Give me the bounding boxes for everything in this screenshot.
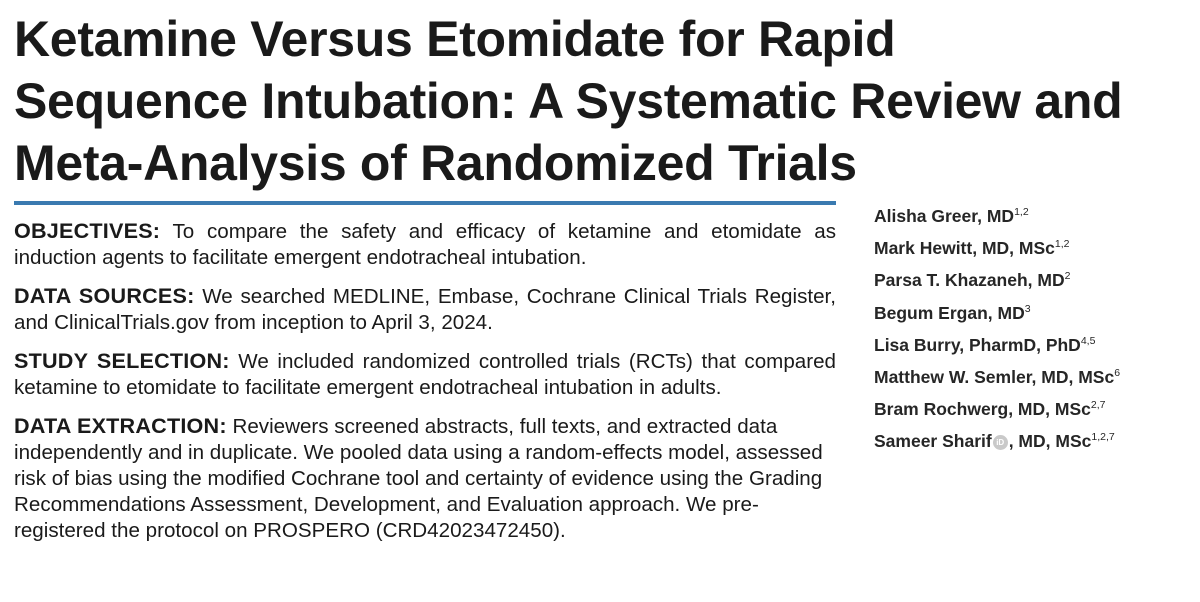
author-entry	[874, 425, 1194, 457]
abstract-objectives	[14, 218, 836, 271]
abstract	[14, 218, 836, 556]
author-entry	[874, 393, 1194, 425]
abstract-study-selection	[14, 348, 836, 401]
author-affiliation: 2,7	[1090, 399, 1106, 412]
author-entry	[874, 232, 1194, 264]
author-entry	[874, 297, 1194, 329]
objectives-text: To compare the safety and efficacy of ketamine and etomidate as induction agents to facilitate emergent endotracheal intubation.	[14, 220, 836, 269]
data-sources-label: DATA SOURCES:	[14, 283, 195, 308]
data-extraction-text: Reviewers screened abstracts, full texts, and extracted data independently and in duplicate. We pooled data using a random-effects model, assessed risk of bias using the modified Cochrane tool and certainty of evidence using the Grading Recommendations Assessment, Development, and Evaluation approach. We pre-registered the protocol on PROSPERO (CRD42023472450).	[14, 415, 823, 542]
author-affiliation: 1,2	[1014, 206, 1029, 218]
author-name: Alisha Greer, MD	[874, 206, 1015, 226]
title-line: Meta-Analysis of Randomized Trials	[14, 135, 857, 191]
objectives-label: OBJECTIVES:	[14, 218, 161, 243]
author-name: Lisa Burry, PharmD, PhD	[874, 334, 1081, 355]
author-list	[874, 200, 1194, 458]
author-name: Mark Hewitt, MD, MSc	[874, 238, 1055, 259]
data-extraction-label: DATA EXTRACTION:	[14, 413, 227, 438]
author-name-suffix: , MD, MSc	[1008, 431, 1092, 452]
author-affiliation: 4,5	[1080, 334, 1096, 347]
orcid-icon[interactable]: iD	[993, 435, 1008, 450]
author-name: Matthew W. Semler, MD, MSc	[874, 366, 1115, 387]
author-affiliation: 3	[1024, 302, 1031, 315]
article-title	[14, 8, 1194, 194]
author-affiliation: 2	[1064, 270, 1071, 283]
author-affiliation: 1,2,7	[1091, 431, 1115, 444]
abstract-data-extraction	[14, 413, 836, 544]
author-affiliation: 1,2	[1054, 238, 1070, 251]
study-selection-text: We included randomized controlled trials (RCTs) that compared ketamine to etomidate to facilitate emergent endotracheal intubation in adults.	[14, 350, 837, 399]
author-entry	[874, 329, 1194, 361]
author-entry	[874, 264, 1194, 296]
author-name: Sameer Sharif	[874, 431, 992, 452]
title-line: Ketamine Versus Etomidate for Rapid	[14, 11, 896, 67]
title-line: Sequence Intubation: A Systematic Review and	[14, 73, 1123, 129]
author-name: Parsa T. Khazaneh, MD	[874, 270, 1065, 291]
author-name: Begum Ergan, MD	[874, 302, 1025, 323]
study-selection-label: STUDY SELECTION:	[14, 348, 230, 373]
author-affiliation: 6	[1114, 366, 1121, 379]
section-divider	[14, 201, 836, 205]
abstract-data-sources	[14, 283, 836, 336]
author-name: Bram Rochwerg, MD, MSc	[874, 399, 1091, 420]
author-entry	[874, 361, 1194, 393]
data-sources-text: We searched MEDLINE, Embase, Cochrane Clinical Trials Register, and ClinicalTrials.gov from inception to April 3, 2024.	[14, 285, 837, 334]
author-entry	[874, 200, 1194, 232]
